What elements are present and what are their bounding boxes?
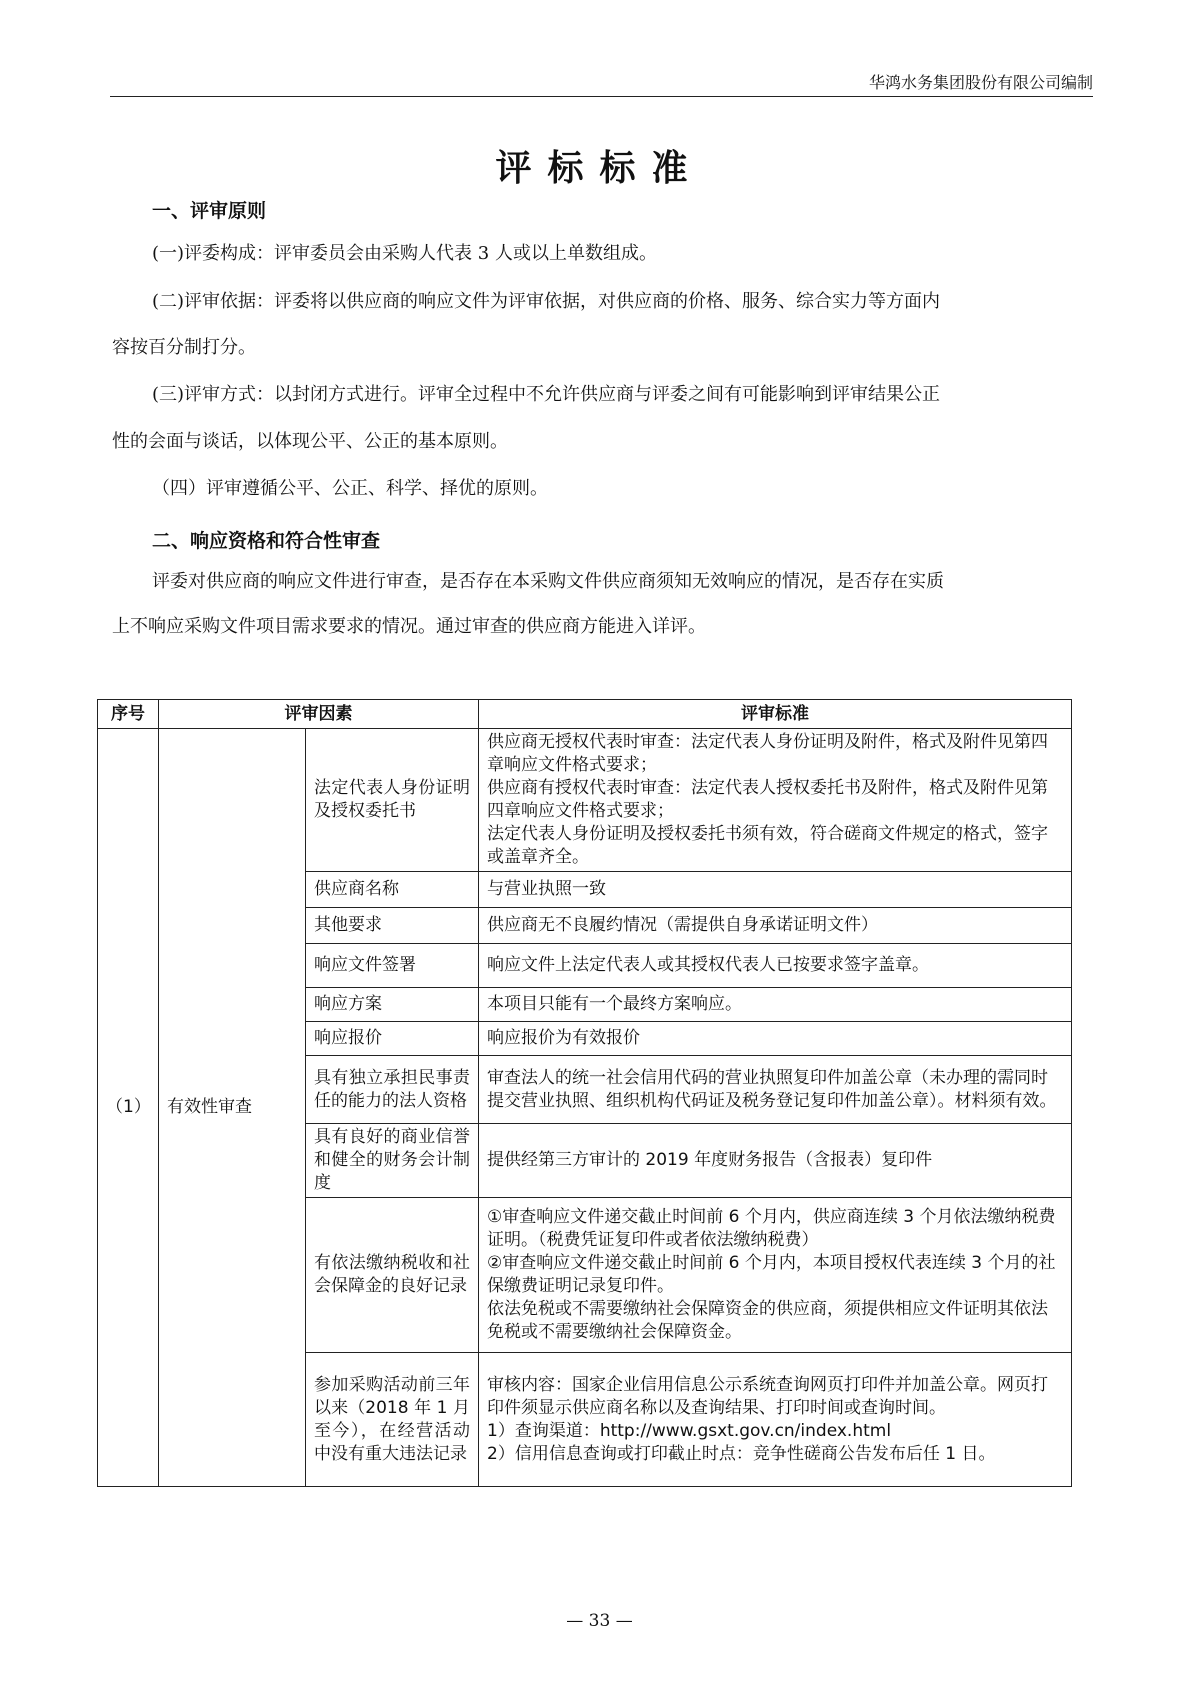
factor-text: 响应方案 (314, 994, 382, 1014)
header-criteria: 评审标准 (479, 700, 1072, 729)
criteria-text: ②审查响应文件递交截止时间前 6 个月内，本项目授权代表连续 3 个月的社保缴费证明记录复印件。 (487, 1253, 1056, 1296)
paragraph-basis-cont: 容按百分制打分。 (112, 337, 256, 358)
criteria-cell (479, 1022, 1072, 1056)
factor-text: 法定代表人身份证明及授权委托书 (314, 778, 470, 821)
paragraph-review: 评委对供应商的响应文件进行审查，是否存在本采购文件供应商须知无效响应的情况，是否存在实质 (152, 571, 944, 592)
criteria-cell (479, 729, 1072, 872)
header-serial: 序号 (98, 700, 159, 729)
criteria-text: 依法免税或不需要缴纳社会保障资金的供应商，须提供相应文件证明其依法免税或不需要缴纳社会保障资金。 (487, 1299, 1048, 1342)
criteria-cell (479, 988, 1072, 1022)
paragraph-method: (三)评审方式：以封闭方式进行。评审全过程中不允许供应商与评委之间有可能影响到评审结果公正 (152, 384, 941, 405)
criteria-cell (479, 1353, 1072, 1487)
paragraph-review-cont: 上不响应采购文件项目需求要求的情况。通过审查的供应商方能进入详评。 (112, 616, 706, 637)
factor-cell (306, 1353, 479, 1487)
paragraph-committee: (一)评委构成：评审委员会由采购人代表 3 人或以上单数组成。 (152, 243, 657, 264)
page-number: — 33 — (566, 1611, 633, 1631)
table-row (98, 729, 1072, 872)
criteria-text: 法定代表人身份证明及授权委托书须有效，符合磋商文件规定的格式，签字或盖章齐全。 (487, 824, 1048, 867)
review-table (97, 699, 1072, 1487)
paragraph-basis: (二)评审依据：评委将以供应商的响应文件为评审依据，对供应商的价格、服务、综合实力等方面内 (152, 291, 941, 312)
factor-text: 响应报价 (314, 1028, 382, 1048)
page-title: 评标标准 (495, 148, 704, 189)
factor-text: 响应文件签署 (314, 955, 416, 975)
section-heading-principles: 一、评审原则 (152, 200, 267, 222)
criteria-cell (479, 1124, 1072, 1198)
criteria-text: 响应文件上法定代表人或其授权代表人已按要求签字盖章。 (487, 955, 929, 975)
criteria-cell (479, 872, 1072, 908)
factor-cell (306, 872, 479, 908)
group-name: 有效性审查 (159, 729, 306, 1487)
factor-text: 具有良好的商业信誉和健全的财务会计制度 (314, 1127, 470, 1193)
factor-cell (306, 1124, 479, 1198)
criteria-cell (479, 1198, 1072, 1353)
factor-text: 具有独立承担民事责任的能力的法人资格 (314, 1067, 470, 1111)
criteria-text: 本项目只能有一个最终方案响应。 (487, 994, 742, 1014)
criteria-text: 供应商无不良履约情况（需提供自身承诺证明文件） (487, 915, 878, 935)
criteria-text: 供应商有授权代表时审查：法定代表人授权委托书及附件，格式及附件见第四章响应文件格式要求； (487, 778, 1048, 821)
factor-text: 供应商名称 (314, 879, 399, 899)
group-serial: （1） (98, 729, 159, 1487)
paragraph-fairness: （四）评审遵循公平、公正、科学、择优的原则。 (152, 478, 548, 499)
criteria-text: ①审查响应文件递交截止时间前 6 个月内，供应商连续 3 个月依法缴纳税费证明。（税费凭证复印件或者依法缴纳税费） (487, 1207, 1056, 1250)
factor-cell (306, 1056, 479, 1124)
criteria-text: 与营业执照一致 (487, 879, 606, 899)
page-header (110, 68, 1093, 97)
section-heading-qualification: 二、响应资格和符合性审查 (152, 530, 381, 552)
factor-cell (306, 988, 479, 1022)
criteria-text: 审查法人的统一社会信用代码的营业执照复印件加盖公章（未办理的需同时提交营业执照、组织机构代码证及税务登记复印件加盖公章）。材料须有效。 (487, 1067, 1057, 1111)
criteria-text: 提供经第三方审计的 2019 年度财务报告（含报表）复印件 (487, 1150, 933, 1170)
criteria-text: 2）信用信息查询或打印截止时点：竞争性磋商公告发布后任 1 日。 (487, 1443, 996, 1464)
header-factor: 评审因素 (159, 700, 479, 729)
criteria-text: 供应商无授权代表时审查：法定代表人身份证明及附件，格式及附件见第四章响应文件格式要求； (487, 732, 1048, 775)
factor-cell (306, 1022, 479, 1056)
criteria-cell (479, 944, 1072, 988)
table-header-row (98, 700, 1072, 729)
criteria-text: 1）查询渠道：http://www.gsxt.gov.cn/index.html (487, 1420, 892, 1441)
criteria-text: 响应报价为有效报价 (487, 1028, 640, 1048)
criteria-text: 审核内容：国家企业信用信息公示系统查询网页打印件并加盖公章。网页打印件须显示供应商名称以及查询结果、打印时间或查询时间。 (487, 1374, 1048, 1418)
criteria-cell (479, 1056, 1072, 1124)
factor-text: 参加采购活动前三年以来（2018 年 1 月至今），在经营活动中没有重大违法记录 (314, 1374, 470, 1464)
paragraph-method-cont: 性的会面与谈话，以体现公平、公正的基本原则。 (112, 431, 508, 452)
factor-text: 其他要求 (314, 915, 382, 935)
factor-cell (306, 1198, 479, 1353)
header-company: 华鸿水务集团股份有限公司编制 (868, 73, 1093, 92)
factor-cell (306, 729, 479, 872)
factor-text: 有依法缴纳税收和社会保障金的良好记录 (314, 1253, 470, 1296)
factor-cell (306, 944, 479, 988)
criteria-cell (479, 908, 1072, 944)
factor-cell (306, 908, 479, 944)
